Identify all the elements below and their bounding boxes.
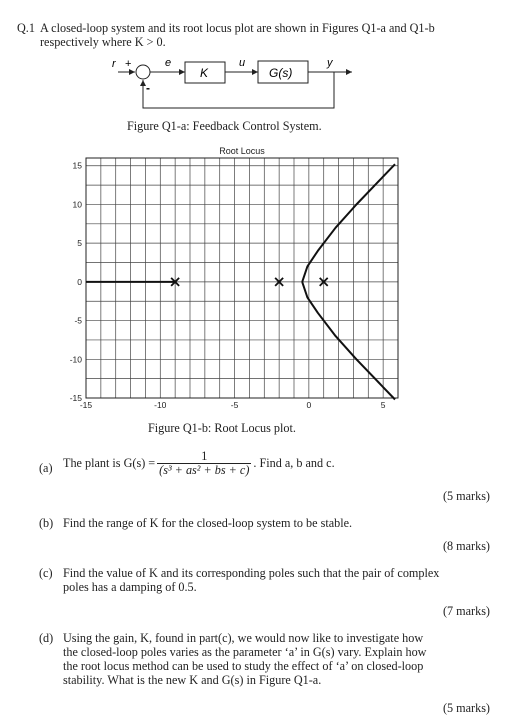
e-label: e	[165, 57, 172, 69]
y-label: y	[327, 57, 333, 69]
part-a-marks: (5 marks)	[442, 489, 490, 503]
plant-numerator: 1	[157, 450, 251, 464]
plant-fraction	[157, 450, 251, 477]
figure-a-caption: Figure Q1-a: Feedback Control System.	[127, 119, 322, 133]
y-tick-label: -5	[74, 315, 82, 326]
part-b-line1: Find the range of K for the closed-loop system to be stable.	[63, 516, 353, 530]
x-tick-label: -15	[79, 400, 93, 410]
part-a-text	[63, 450, 335, 477]
question-intro-line2: respectively where K > 0.	[40, 35, 166, 49]
summing-junction	[136, 65, 150, 79]
y-tick-label: 15	[72, 160, 82, 171]
minus-sign: -	[146, 81, 150, 95]
part-b-id: (b)	[39, 516, 54, 530]
x-tick-label: -10	[154, 400, 167, 410]
figure-b-caption: Figure Q1-b: Root Locus plot.	[148, 421, 296, 435]
plus-sign: +	[125, 58, 132, 70]
plot-area	[86, 158, 398, 398]
part-b-marks: (8 marks)	[442, 539, 490, 553]
part-c-line1: Find the value of K and its corresponding poles such that the pair of complex	[63, 566, 440, 580]
part-c-line2: poles has a damping of 0.5.	[63, 580, 197, 594]
y-tick-label: 0	[77, 276, 82, 287]
y-tick-label: 5	[77, 238, 82, 249]
x-tick-label: -5	[230, 400, 239, 410]
K-label: K	[200, 66, 209, 80]
part-a-after: . Find a, b and c.	[253, 456, 335, 470]
x-tick-label: 5	[380, 400, 386, 410]
y-tick-label: -10	[69, 354, 82, 365]
part-d-marks: (5 marks)	[442, 701, 490, 715]
root-locus-chart	[0, 140, 507, 415]
part-d-line4: stability. What is the new K and G(s) in Figure Q1-a.	[63, 673, 322, 687]
part-d-id: (d)	[39, 631, 54, 645]
u-label: u	[239, 57, 246, 69]
part-a-before: The plant is G(s) =	[63, 456, 156, 470]
part-c-marks: (7 marks)	[442, 604, 490, 618]
part-c-id: (c)	[39, 566, 53, 580]
plant-denominator: (s³ + as² + bs + c)	[159, 463, 250, 477]
x-tick-label: 0	[306, 400, 312, 410]
y-tick-label: -15	[69, 393, 82, 403]
y-tick-label: 10	[72, 199, 82, 210]
r-label: r	[112, 58, 116, 70]
part-a-id: (a)	[39, 461, 53, 475]
part-d-line2: the closed-loop poles varies as the parameter ‘a’ in G(s) vary. Explain how	[63, 645, 427, 659]
part-d-line3: the root locus method can be used to study the effect of ‘a’ on closed-loop	[63, 659, 424, 673]
chart-title: Root Locus	[219, 146, 265, 156]
question-intro-line1: A closed-loop system and its root locus plot are shown in Figures Q1-a and Q1-b	[40, 21, 435, 35]
question-number: Q.1	[17, 21, 35, 35]
G-label: G(s)	[269, 66, 293, 80]
part-d-line1: Using the gain, K, found in part(c), we would now like to investigate how	[63, 631, 424, 645]
